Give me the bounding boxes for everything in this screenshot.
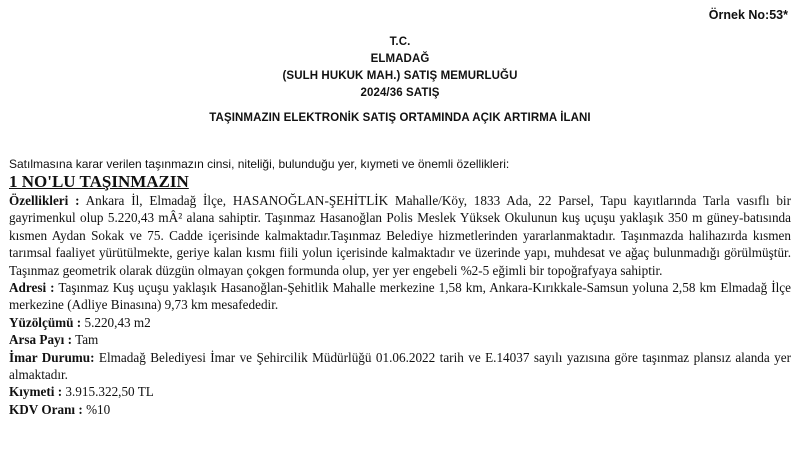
header-line-office: (SULH HUKUK MAH.) SATIŞ MEMURLUĞU [282,70,518,82]
field-address [9,279,791,314]
field-value-amount [9,383,791,400]
intro-text: Satılmasına karar verilen taşınmazın cinsi, niteliği, bulunduğu yer, kıymeti ve önemli özellikleri: [9,157,510,171]
field-land-share [9,331,791,348]
property-heading: 1 NO'LU TAŞINMAZIN [9,172,189,191]
header-line-court: ELMADAĞ [370,53,430,65]
field-value: 3.915.322,50 TL [65,384,154,400]
field-label: Kıymeti : [9,384,63,400]
field-label: Özellikleri : [9,193,80,208]
field-label: İmar Durumu: [9,349,95,365]
header-line-tc: T.C. [389,36,411,48]
field-zoning [9,349,791,384]
field-value: Elmadağ Belediyesi İmar ve Şehircilik Müdürlüğü 01.06.2022 tarih ve E.14037 sayılı yazısına göre taşınmaz plansız alanda yer almaktadır. [9,349,791,383]
field-label: Adresi : [9,280,55,296]
property-details [9,192,791,418]
field-value: Ankara İl, Elmadağ İlçe, HASANOĞLAN-ŞEHİTLİK Mahalle/Köy, 1833 Ada, 22 Parsel, Tapu kayıtlarında Tarla vasıflı bir gayrimenkul olup 5.220,43 mÂ² alana sahiptir. Taşınmaz Hasanoğlan Polis Meslek Yüksek Okulunun kuş uçuşu yaklaşık 350 m güney-batısında kısmen Aydan Sokak ve 75. Cadde içerisinde kalmaktadır.Taşınmaz Belediye hizmetlerinden yararlanmaktadır. Taşınmazda halihazırda kısmen tarımsal faaliyet yürütülmekte, geriye kalan kısmı fiili yolun içerisinde kalmaktadır ve üzerinde yapı, muhdesat ve ağaç bulunmadığı görülmüştür. Taşınmaz geometrik olarak düzgün olmayan çokgen formunda olup, yer yer engebeli %2-5 eğimli bir topoğrafyaya sahiptir. [9,193,791,278]
field-value: Tam [75,332,99,348]
field-value: %10 [86,401,111,417]
field-value: Taşınmaz Kuş uçuşu yaklaşık Hasanoğlan-Şehitlik Mahalle merkezine 1,58 km, Ankara-Kırıkkale-Samsun yoluna 2,58 km Elmadağ İlçe merkezine (Adliye Binasına) 9,73 km mesafededir. [9,280,791,313]
field-features [9,192,791,279]
field-value: 5.220,43 m2 [84,314,151,330]
field-label: Yüzölçümü : [9,314,82,330]
field-area [9,314,791,331]
notice-title: TAŞINMAZIN ELEKTRONİK SATIŞ ORTAMINDA AÇIK ARTIRMA İLANI [209,112,591,124]
field-label: Arsa Payı : [9,332,72,348]
field-vat-rate [9,401,791,418]
field-label: KDV Oranı : [9,401,83,417]
example-number: Örnek No:53* [708,8,788,22]
header-line-case: 2024/36 SATIŞ [360,87,440,99]
